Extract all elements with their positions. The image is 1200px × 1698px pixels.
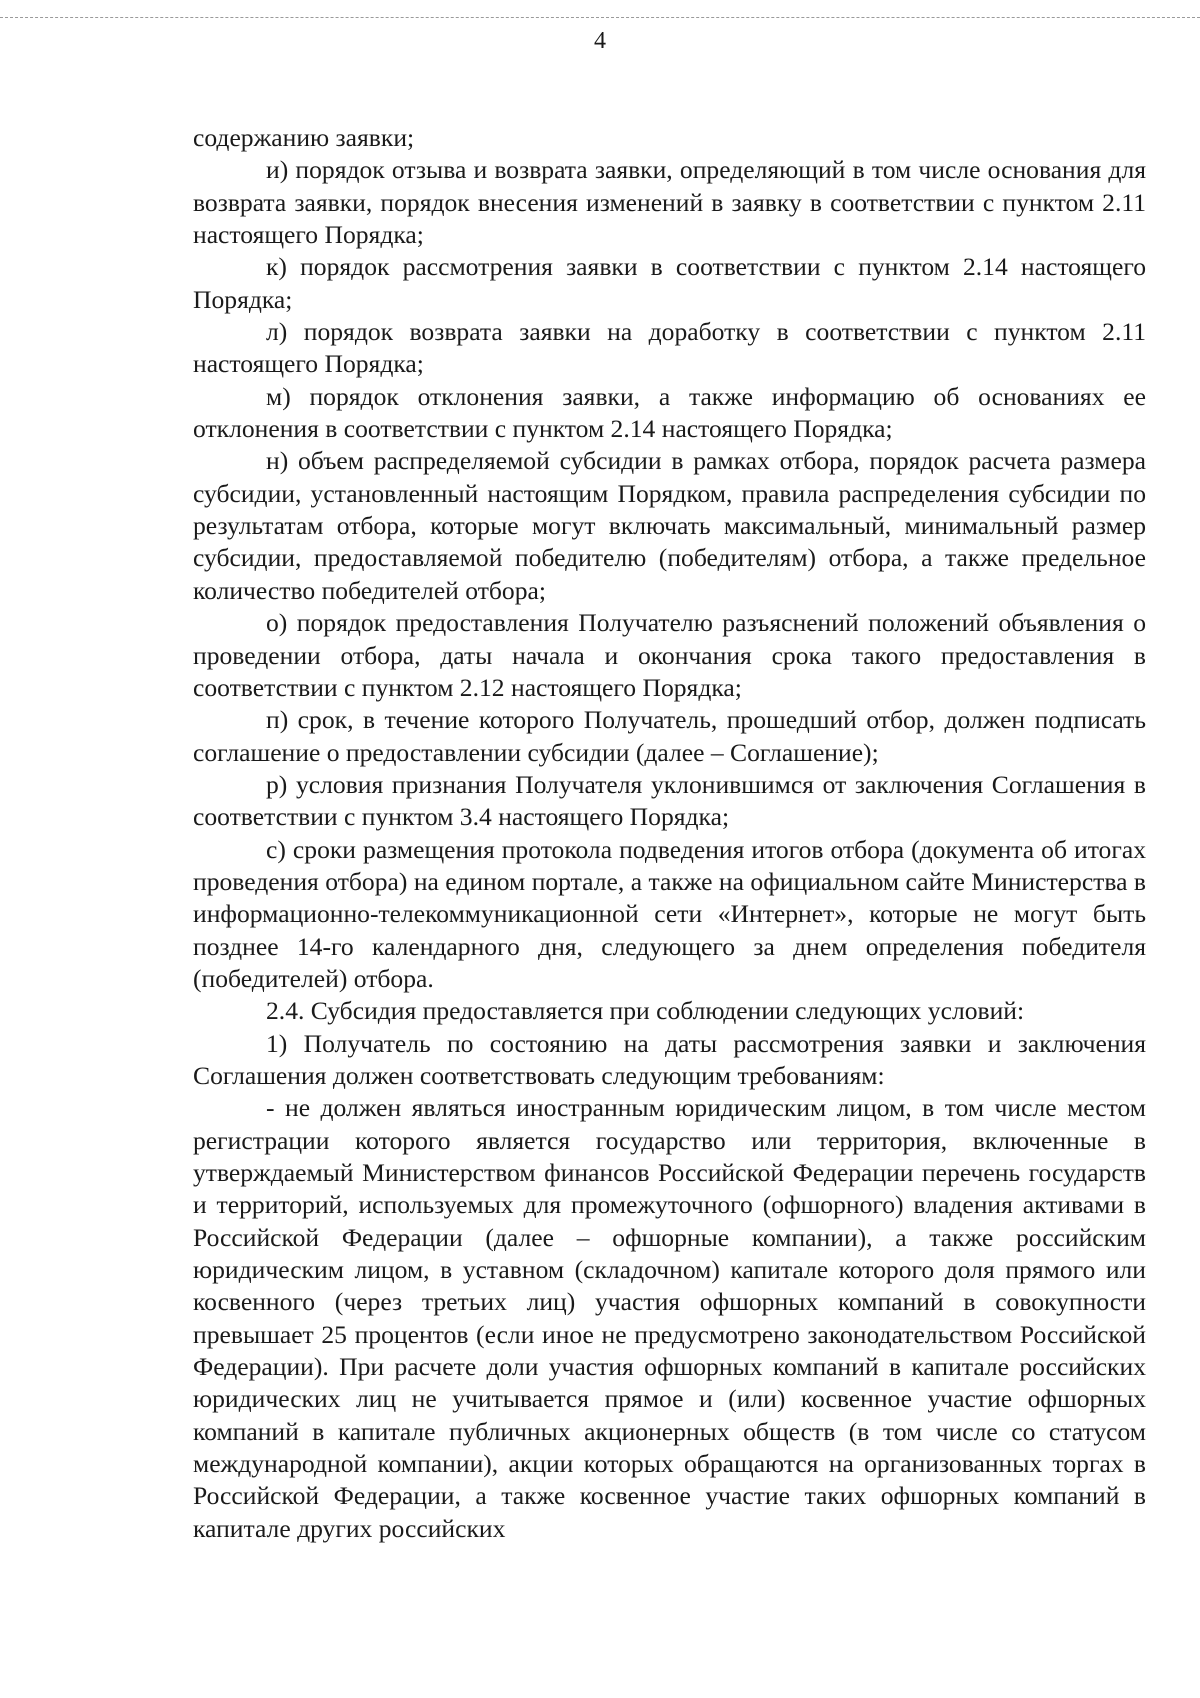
paragraph-item-i: и) порядок отзыва и возврата заявки, определяющий в том числе основания для возврата заявки, порядок внесения изменений в заявку в соответствии с пунктом 2.11 настоящего Порядка; — [193, 155, 1146, 250]
paragraph-item-o: о) порядок предоставления Получателю разъяснений положений объявления о проведении отбора, даты начала и окончания срока такого предоставления в соответствии с пунктом 2.12 настоящего Порядка; — [193, 608, 1146, 702]
paragraph-condition-1: 1) Получатель по состоянию на даты рассмотрения заявки и заключения Соглашения должен соответствовать следующим требованиям: — [193, 1028, 1146, 1090]
paragraph-continuation: содержанию заявки; — [193, 123, 415, 152]
top-scan-border — [0, 17, 1200, 18]
section-2-4-heading: 2.4. Субсидия предоставляется при соблюдении следующих условий: — [266, 996, 1025, 1026]
paragraph-item-k: к) порядок рассмотрения заявки в соответствии с пунктом 2.14 настоящего Порядка; — [193, 252, 1146, 314]
paragraph-item-p: п) срок, в течение которого Получатель, прошедший отбор, должен подписать соглашение о предоставлении субсидии (далее – Соглашение); — [193, 705, 1146, 767]
paragraph-item-m: м) порядок отклонения заявки, а также информацию об основаниях ее отклонения в соответствии с пунктом 2.14 настоящего Порядка; — [193, 381, 1146, 444]
page-number: 4 — [594, 28, 606, 54]
paragraph-item-l: л) порядок возврата заявки на доработку в соответствии с пунктом 2.11 настоящего Порядка; — [193, 317, 1146, 379]
document-body — [193, 122, 1146, 1545]
paragraph-item-s: с) сроки размещения протокола подведения итогов отбора (документа об итогах проведения отбора) на едином портале, а также на официальном сайте Министерства в информационно-телекоммуникационной сети «Интернет», которые не могут быть позднее 14-го календарного дня, следующего за днем определения победителя (победителей) отбора. — [193, 834, 1146, 993]
paragraph-item-n: н) объем распределяемой субсидии в рамках отбора, порядок расчета размера субсидии, установленный настоящим Порядком, правила распределения субсидии по результатам отбора, которые могут включать максимальный, минимальный размер субсидии, предоставляемой победителю (победителям) отбора, а также предельное количество победителей отбора; — [193, 446, 1146, 605]
paragraph-requirement-offshore: - не должен являться иностранным юридическим лицом, в том числе местом регистрации которого является государство или территория, включенные в утверждаемый Министерством финансов Российской Федерации перечень государств и территорий, используемых для промежуточного (офшорного) владения активами в Российской Федерации (далее – офшорные компании), а также российским юридическим лицом, в уставном (складочном) капитале которого доля прямого или косвенного (через третьих лиц) участия офшорных компаний в совокупности превышает 25 процентов (если иное не предусмотрено законодательством Российской Федерации). При расчете доли участия офшорных компаний в капитале российских юридических лиц не учитывается прямое и (или) косвенное участие офшорных компаний в капитале публичных акционерных обществ (в том числе со статусом международной компании), акции которых обращаются на организованных торгах в Российской Федерации, а также косвенное участие таких офшорных компаний в капитале других российских — [193, 1093, 1146, 1543]
paragraph-item-r: р) условия признания Получателя уклонившимся от заключения Соглашения в соответствии с пунктом 3.4 настоящего Порядка; — [193, 769, 1146, 832]
